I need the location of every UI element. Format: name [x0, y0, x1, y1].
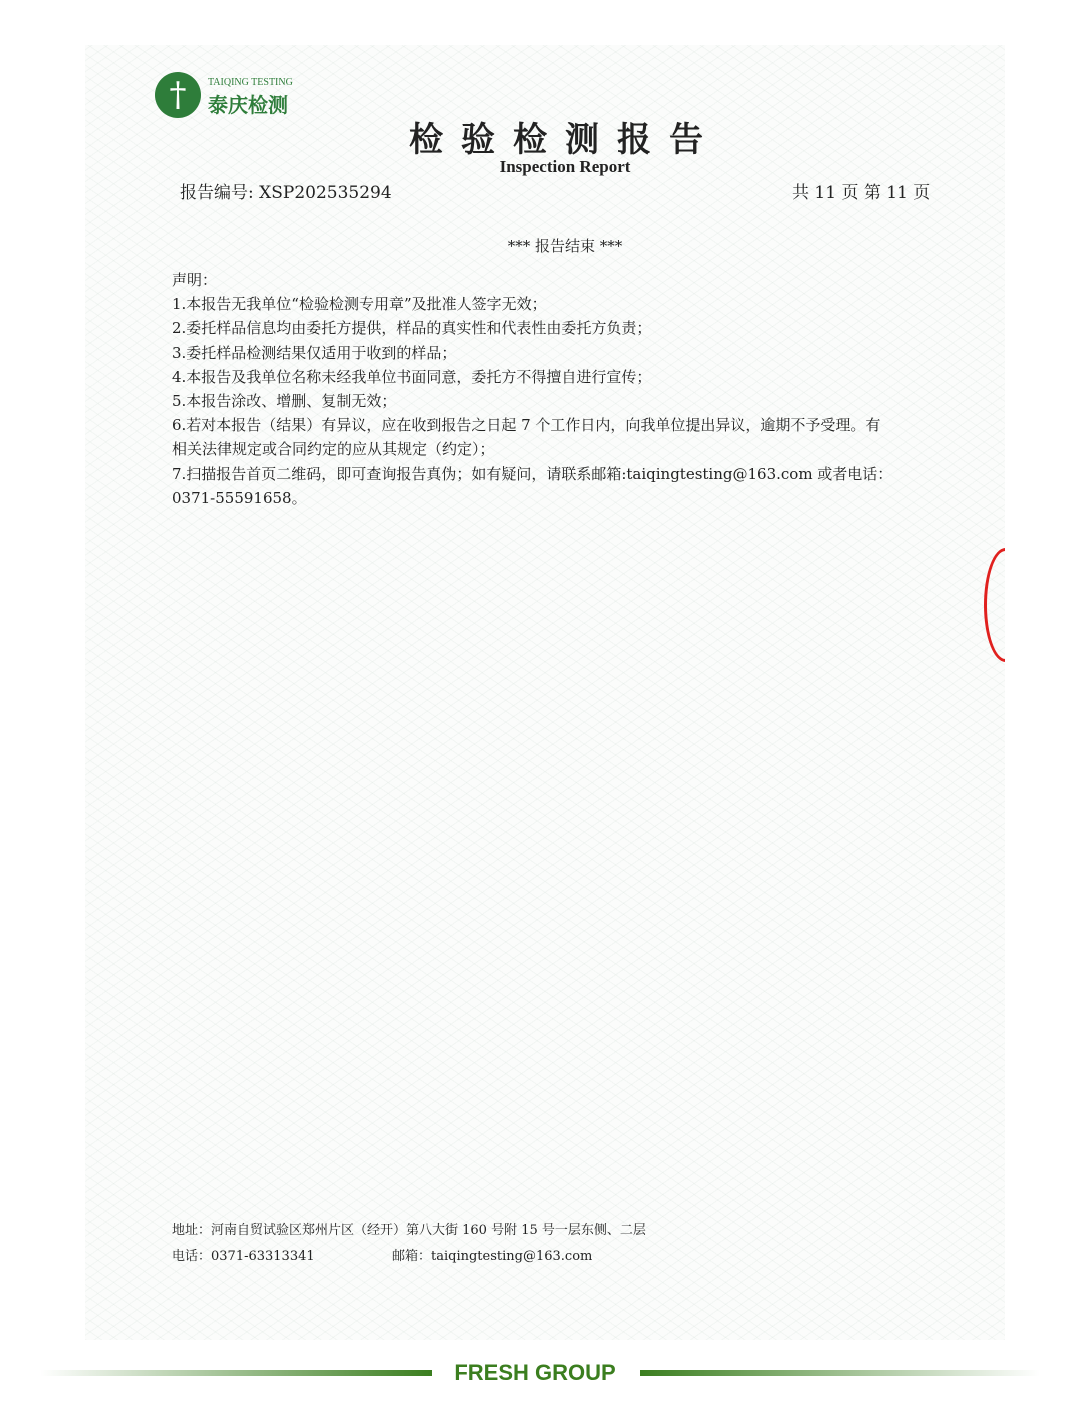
red-seal-stamp: [984, 548, 1027, 662]
statement-line: 3.委托样品检测结果仅适用于收到的样品；: [172, 343, 457, 362]
footer-phone: 电话：0371-63313341: [172, 1249, 315, 1264]
statement-line: 6.若对本报告（结果）有异议，应在收到报告之日起 7 个工作日内，向我单位提出异议，逾期不予受理。有: [172, 416, 881, 435]
logo-chinese: 泰庆检测: [208, 93, 288, 117]
statement-line: 7.扫描报告首页二维码，即可查询报告真伪；如有疑问，请联系邮箱:taiqingtesting@163.com 或者电话：: [172, 464, 893, 483]
page-info: 共 11 页 第 11 页: [792, 183, 931, 203]
logo-english: TAIQING TESTING: [208, 77, 293, 88]
statement-line: 2.委托样品信息均由委托方提供，样品的真实性和代表性由委托方负责；: [172, 319, 652, 338]
report-subtitle: Inspection Report: [499, 157, 631, 176]
report-end-marker: *** 报告结束 ***: [507, 237, 623, 255]
statement-line: 4.本报告及我单位名称未经我单位书面同意，委托方不得擅自进行宣传；: [172, 367, 652, 386]
statement-line: 1.本报告无我单位“检验检测专用章”及批准人签字无效；: [172, 295, 547, 314]
statement-heading: 声明：: [172, 271, 218, 289]
taiqing-logo-icon: †: [155, 72, 201, 118]
statement-line: 5.本报告涂改、增删、复制无效；: [172, 392, 397, 411]
footer-email: 邮箱：taiqingtesting@163.com: [392, 1249, 593, 1264]
footer-address: 地址：河南自贸试验区郑州片区（经开）第八大街 160 号附 15 号一层东侧、二层: [172, 1223, 646, 1238]
report-number: 报告编号: XSP202535294: [180, 183, 392, 203]
statement-line: 0371-55591658。: [172, 488, 307, 507]
report-title: 检验检测报告: [409, 120, 721, 160]
statement-line: 相关法律规定或合同约定的应从其规定（约定）；: [172, 440, 495, 459]
statement: [172, 268, 972, 510]
brand-name: FRESH GROUP: [454, 1360, 616, 1385]
